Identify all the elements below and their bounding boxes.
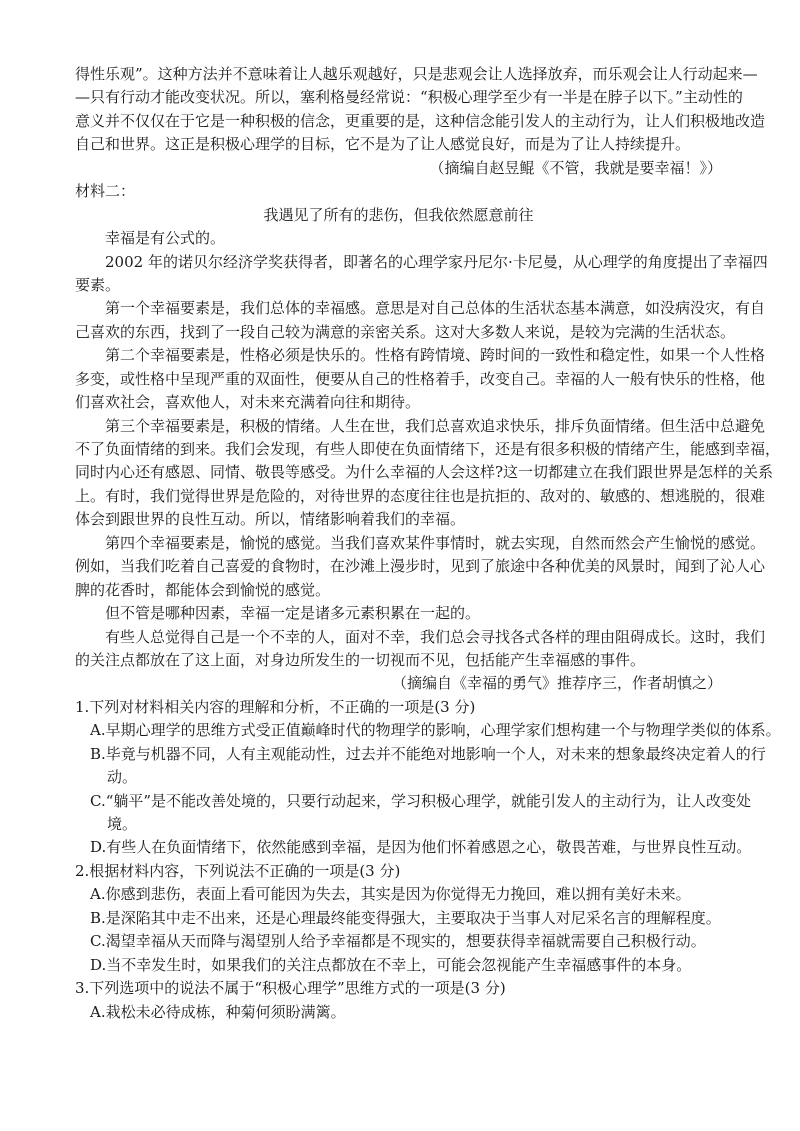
paragraph-line: 意义并不仅仅在于它是一种积极的信念，更重要的是，这种信念能引发人的主动行为，让人们积极地改造 [75,111,766,130]
paragraph-line: 幸福是有公式的。 [105,229,226,248]
paragraph-line: 第二个幸福要素是，性格必须是快乐的。性格有跨情境、跨时间的一致性和稳定性，如果一个人性格 [105,346,766,365]
question-1-option-c-cont: 境。 [107,815,138,833]
question-2-stem: 2.根据材料内容，下列说法不正确的一项是(3 分) [75,861,401,880]
paragraph-line: 第四个幸福要素是，愉悦的感觉。当我们喜欢某件事情时，就去实现，自然而然会产生愉悦的感觉。 [105,533,766,552]
paragraph-line: 2002 年的诺贝尔经济学奖获得者，即著名的心理学家丹尼尔·卡尼曼，从心理学的角度提出了幸福四 [105,252,768,271]
paragraph-line: 例如，当我们吃着自己喜爱的食物时，在沙滩上漫步时，见到了旅途中各种优美的风景时，闻到了沁人心 [75,557,766,576]
paragraph-line: 要素。 [75,275,121,294]
question-2-option-c: C.渴望幸福从天而降与渴望别人给予幸福都是不现实的，想要获得幸福就需要自己积极行动。 [90,932,706,951]
paragraph-line: 有些人总觉得自己是一个不幸的人，面对不幸，我们总会寻找各式各样的理由阻碍成长。这时，我们 [105,627,766,646]
paragraph-line: 们喜欢社会，喜欢他人，对未来充满着向往和期待。 [75,393,421,412]
question-2-option-b: B.是深陷其中走不出来，还是心理最终能变得强大，主要取决于当事人对尼采名言的理解程度。 [90,908,721,927]
article-title: 我遇见了所有的悲伤，但我依然愿意前往 [263,205,534,224]
question-2-option-d: D.当不幸发生时，如果我们的关注点都放在不幸上，可能会忽视能产生幸福感事件的本身。 [90,955,692,974]
paragraph-line: 自己和世界。这正是积极心理学的目标，它不是为了让人感觉良好，而是为了让人持续提升。 [75,135,691,154]
paragraph-line: 己喜欢的东西，找到了一段自己较为满意的亲密关系。这对大多数人来说，是较为完满的生活状态。 [75,322,736,341]
paragraph-line: 脾的花香时，都能体会到愉悦的感觉。 [75,580,331,599]
question-2-option-a: A.你感到悲伤，表面上看可能因为失去，其实是因为你觉得无力挽回，难以拥有美好未来。 [90,885,691,904]
paragraph-line: 第三个幸福要素是，积极的情绪。人生在世，我们总喜欢追求快乐，排斥负面情绪。但生活中总避免 [105,416,766,435]
paragraph-line: 得性乐观”。这种方法并不意味着让人越乐观越好，只是悲观会让人选择放弃，而乐观会让人行动起来— [75,65,758,83]
question-1-option-b: B.毕竟与机器不同，人有主观能动性，过去并不能绝对地影响一个人，对未来的想象最终决定着人的行 [90,744,766,763]
question-1-option-a: A.早期心理学的思维方式受正值巅峰时代的物理学的影响，心理学家们想构建一个与物理学类似的体系。 [90,721,781,740]
paragraph-line: 不了负面情绪的到来。我们会发现，有些人即使在负面情绪下，还是有很多积极的情绪产生，能感到幸福， [75,440,781,458]
paragraph-line: 体会到跟世界的良性互动。所以，情绪影响着我们的幸福。 [75,510,466,529]
paragraph-line: 上。有时，我们觉得世界是危险的，对待世界的态度往往也是抗拒的、敌对的、敏感的、想逃脱的，很难 [75,486,766,505]
question-1-option-b-cont: 动。 [107,768,138,787]
question-1-option-c: C.“躺平”是不能改善处境的，只要行动起来，学习积极心理学，就能引发人的主动行为，让人改变处 [90,791,752,810]
question-1-option-d: D.有些人在负面情绪下，依然能感到幸福，是因为他们怀着感恩之心，敬畏苦难，与世界良性互动。 [90,838,752,857]
paragraph-line: 第一个幸福要素是，我们总体的幸福感。意思是对自己总体的生活状态基本满意，如没病没灾，有自 [105,299,766,318]
exam-page [75,63,781,1024]
paragraph-line: 的关注点都放在了这上面，对身边所发生的一切视而不见，包括能产生幸福感的事件。 [75,650,646,669]
source-citation: （摘编自赵昱鲲《不管，我就是要幸福！》） [429,158,722,177]
source-citation: （摘编自《幸福的勇气》推荐序三，作者胡慎之） [391,674,722,693]
paragraph-line: 同时内心还有感恩、同情、敬畏等感受。为什么幸福的人会这样?这一切都建立在我们跟世界是怎样的关系 [75,463,774,482]
question-3-option-a: A.栽松未必待成栋，种菊何须盼满篱。 [90,1002,346,1021]
paragraph-line: —只有行动才能改变状况。所以，塞利格曼经常说：“积极心理学至少有一半是在脖子以下。”主动性的 [75,88,743,107]
question-3-stem: 3.下列选项中的说法不属于“积极心理学”思维方式的一项是(3 分) [75,979,506,998]
paragraph-line: 多变，或性格中呈现严重的双面性，便要从自己的性格着手，改变自己。幸福的人一般有快乐的性格，他 [75,369,766,388]
material-heading: 材料二： [75,182,136,201]
question-1-stem: 1.下列对材料相关内容的理解和分析，不正确的一项是(3 分) [75,697,476,716]
paragraph-line: 但不管是哪种因素，幸福一定是诸多元素积累在一起的。 [105,604,481,623]
